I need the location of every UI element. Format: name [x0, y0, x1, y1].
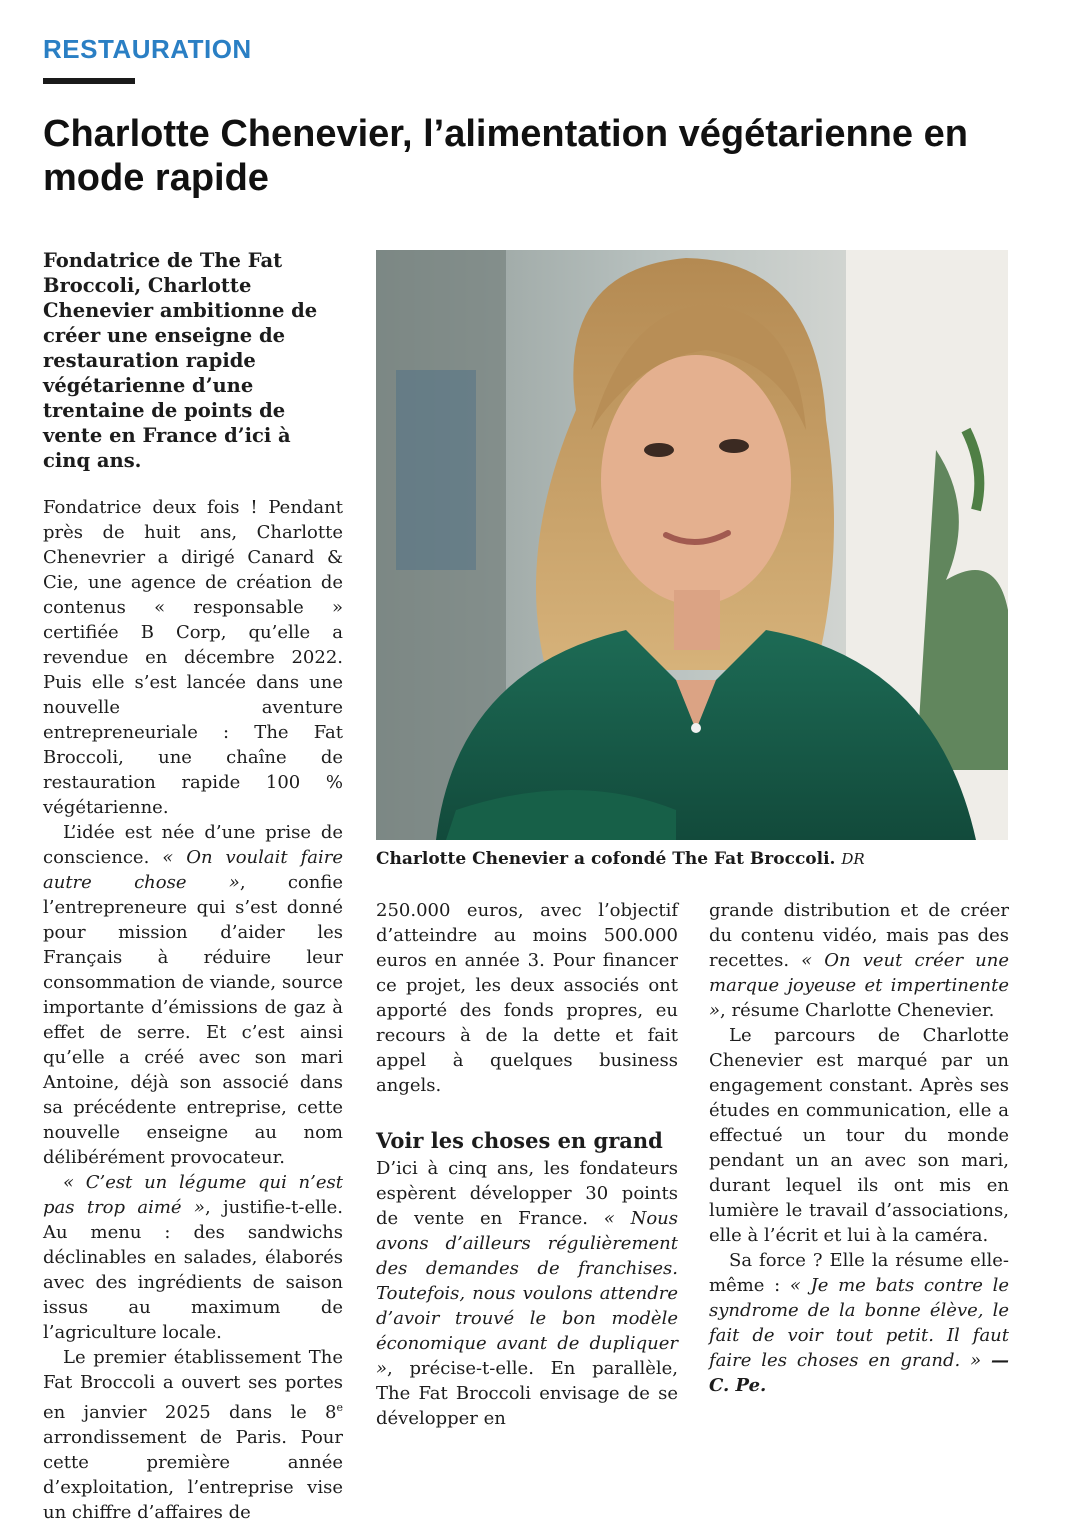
- p5-text-b-right: grande distribution et de créer du contenu vidéo, mais pas des recettes.: [709, 900, 1009, 971]
- paragraph-7: [709, 1248, 1009, 1398]
- p5-quote: « Nous avons d’ailleurs régulièrement des demandes de franchises. Toutefois, nous voulons attendre d’avoir trouvé le bon modèle économique avant de dupliquer »: [376, 1208, 678, 1379]
- rubric-divider: [43, 78, 135, 84]
- paragraph-4-continued: 250.000 euros, avec l’objectif d’atteindre au moins 500.000 euros en année 3. Pour financer ce projet, les deux associés ont apporté des fonds propres, eu recours à de la dette et fait appel à quelques business angels.: [376, 900, 678, 1096]
- p2-text-a: L’idée est née d’une prise de conscience.: [43, 822, 343, 868]
- paragraph-1: Fondatrice deux fois ! Pendant près de huit ans, Charlotte Chenevrier a dirigé Canard & Cie, une agence de création de contenus « responsable » certifiée B Corp, qu’elle a revendue en décembre 2022. Puis elle s’est lancée dans une nouvelle aventure entrepreneuriale : The Fat Broccoli, une chaîne de restauration rapide 100 % végétarienne.: [43, 497, 343, 818]
- article-subhead: Voir les choses en grand: [376, 1128, 663, 1153]
- paragraph-6: Le parcours de Charlotte Chenevier est marqué par un engagement constant. Après ses études en communication, elle a effectué un tour du monde pendant un an avec son mari, durant lequel ils ont mis en lumière le travail d’associations, elle à l’écrit et lui à la caméra.: [709, 1025, 1009, 1246]
- paragraph-5: [376, 1156, 678, 1431]
- column-middle: [376, 898, 678, 1431]
- article-chapo: Fondatrice de The Fat Broccoli, Charlotte Chenevier ambitionne de créer une enseigne de restauration rapide végétarienne d’une trentaine de points de vente en France d’ici à cinq ans.: [43, 249, 318, 472]
- p4-text-b-left: arrondissement de Paris. Pour cette première année d’exploitation, l’entreprise vise un chiffre d’affaires de: [43, 1427, 343, 1523]
- p4-ordinal: e: [336, 1401, 343, 1414]
- column-left: [43, 248, 343, 1525]
- p5-text-b: , précise-t-elle. En parallèle, The Fat Broccoli envisage de se développer en: [376, 1358, 678, 1429]
- photo-caption: [376, 848, 1016, 870]
- p3-text: , justifie-t-elle. Au menu : des sandwichs déclinables en salades, élaborés avec des ingrédients de saison issus au maximum de l’agriculture locale.: [43, 1197, 343, 1343]
- photo-credit: DR: [841, 850, 865, 868]
- p7-quote: « Je me bats contre le syndrome de la bonne élève, le fait de voir tout petit. Il faut faire les choses en grand. »: [709, 1275, 1009, 1371]
- portrait-illustration: [376, 250, 1008, 840]
- author-signature: — C. Pe.: [709, 1350, 1009, 1396]
- p2-quote: « On voulait faire autre chose »: [43, 847, 343, 893]
- portrait-photo: [376, 250, 1008, 840]
- p4-text-a: Le premier établissement The Fat Broccoli a ouvert ses portes en janvier 2025 dans le 8: [43, 1347, 343, 1423]
- p7-text: Sa force ? Elle la résume elle-même :: [709, 1250, 1009, 1296]
- section-rubric: RESTAURATION: [43, 34, 252, 64]
- caption-text: Charlotte Chenevier a cofondé The Fat Broccoli.: [376, 849, 836, 869]
- paragraph-4-start: [43, 1345, 343, 1525]
- p5-text-a: D’ici à cinq ans, les fondateurs espèrent développer 30 points de vente en France.: [376, 1158, 678, 1229]
- paragraph-2: [43, 820, 343, 1170]
- p5-text-c: , résume Charlotte Chenevier.: [720, 1000, 995, 1021]
- paragraph-5-continued: [709, 898, 1009, 1023]
- column-right: [709, 898, 1009, 1398]
- article-headline: Charlotte Chenevier, l’alimentation végétarienne en mode rapide: [43, 113, 968, 199]
- paragraph-3: [43, 1170, 343, 1345]
- p2-text-b: , confie l’entrepreneure qui s’est donné pour mission d’aider les Français à réduire leur consommation de viande, source importante d’émissions de gaz à effet de serre. Et c’est ainsi qu’elle a créé avec son mari Antoine, déjà son associé dans sa précédente entreprise, cette nouvelle enseigne au nom délibérément provocateur.: [43, 872, 343, 1168]
- p3-quote: « C’est un légume qui n’est pas trop aimé »: [43, 1172, 343, 1218]
- p5-quote-2: « On veut créer une marque joyeuse et impertinente »: [709, 950, 1009, 1021]
